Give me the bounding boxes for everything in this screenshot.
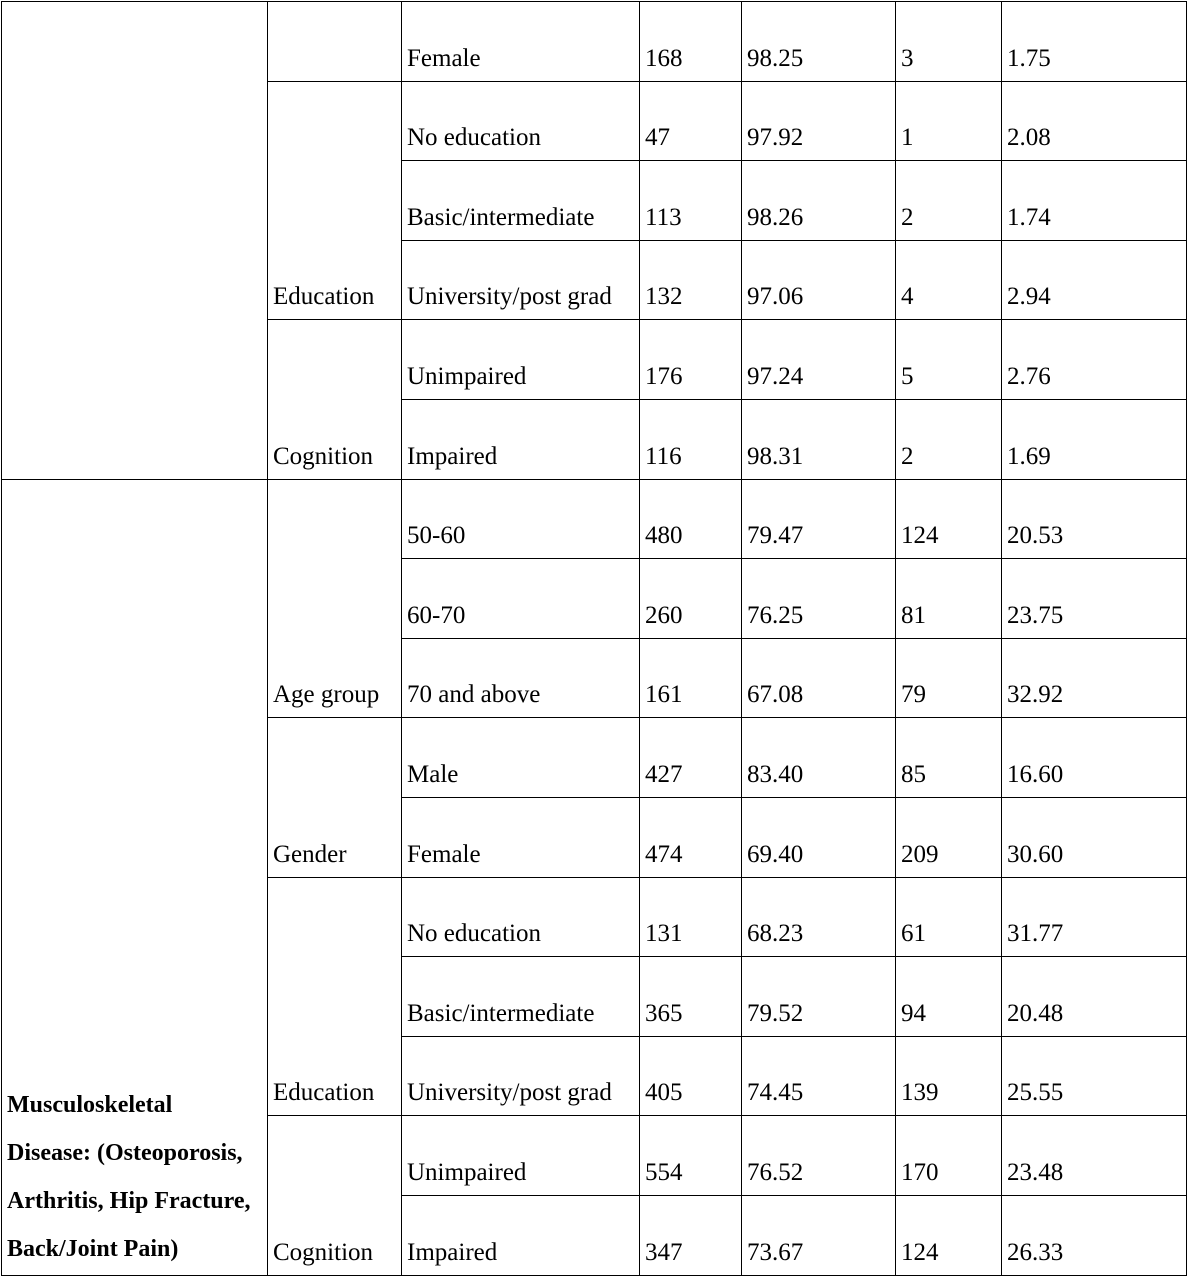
percent-cell: 30.60 (1002, 797, 1187, 877)
table-row (2, 479, 1187, 559)
count-cell: 209 (896, 797, 1002, 877)
count-cell: 365 (640, 957, 742, 1037)
percent-cell: 23.48 (1002, 1116, 1187, 1196)
count-cell: 474 (640, 797, 742, 877)
percent-cell: 1.69 (1002, 399, 1187, 479)
count-cell: 113 (640, 161, 742, 241)
count-cell: 116 (640, 399, 742, 479)
count-cell: 405 (640, 1036, 742, 1116)
factor-cell (268, 2, 402, 82)
percent-cell: 83.40 (742, 718, 896, 798)
category-cell: 60-70 (402, 559, 640, 639)
table-row (2, 2, 1187, 82)
count-cell: 260 (640, 559, 742, 639)
category-cell: Impaired (402, 1195, 640, 1275)
count-cell: 480 (640, 479, 742, 559)
count-cell: 3 (896, 2, 1002, 82)
percent-cell: 69.40 (742, 797, 896, 877)
category-cell: University/post grad (402, 1036, 640, 1116)
count-cell: 124 (896, 1195, 1002, 1275)
percent-cell: 76.25 (742, 559, 896, 639)
percent-cell: 2.76 (1002, 320, 1187, 400)
factor-cell: Cognition (268, 320, 402, 479)
disease-cell (2, 2, 268, 480)
percent-cell: 97.92 (742, 81, 896, 161)
percent-cell: 1.75 (1002, 2, 1187, 82)
category-cell: Basic/intermediate (402, 957, 640, 1037)
percent-cell: 68.23 (742, 877, 896, 957)
count-cell: 176 (640, 320, 742, 400)
count-cell: 2 (896, 161, 1002, 241)
count-cell: 85 (896, 718, 1002, 798)
percent-cell: 76.52 (742, 1116, 896, 1196)
percent-cell: 98.26 (742, 161, 896, 241)
category-cell: Female (402, 2, 640, 82)
category-cell: Female (402, 797, 640, 877)
count-cell: 1 (896, 81, 1002, 161)
percent-cell: 20.53 (1002, 479, 1187, 559)
count-cell: 131 (640, 877, 742, 957)
category-cell: No education (402, 877, 640, 957)
percent-cell: 31.77 (1002, 877, 1187, 957)
percent-cell: 79.52 (742, 957, 896, 1037)
percent-cell: 2.08 (1002, 81, 1187, 161)
percent-cell: 20.48 (1002, 957, 1187, 1037)
category-cell: Impaired (402, 399, 640, 479)
count-cell: 4 (896, 240, 1002, 320)
count-cell: 139 (896, 1036, 1002, 1116)
count-cell: 124 (896, 479, 1002, 559)
percent-cell: 32.92 (1002, 638, 1187, 718)
percent-cell: 67.08 (742, 638, 896, 718)
data-table (1, 1, 1187, 1276)
category-cell: Unimpaired (402, 320, 640, 400)
category-cell: 70 and above (402, 638, 640, 718)
category-cell: Male (402, 718, 640, 798)
category-cell: Unimpaired (402, 1116, 640, 1196)
percent-cell: 73.67 (742, 1195, 896, 1275)
factor-cell: Education (268, 81, 402, 320)
percent-cell: 97.06 (742, 240, 896, 320)
count-cell: 170 (896, 1116, 1002, 1196)
category-cell: University/post grad (402, 240, 640, 320)
percent-cell: 25.55 (1002, 1036, 1187, 1116)
factor-cell: Age group (268, 479, 402, 718)
category-cell: No education (402, 81, 640, 161)
percent-cell: 74.45 (742, 1036, 896, 1116)
percent-cell: 1.74 (1002, 161, 1187, 241)
factor-cell: Cognition (268, 1116, 402, 1275)
percent-cell: 26.33 (1002, 1195, 1187, 1275)
count-cell: 5 (896, 320, 1002, 400)
percent-cell: 97.24 (742, 320, 896, 400)
count-cell: 168 (640, 2, 742, 82)
count-cell: 81 (896, 559, 1002, 639)
table-body (2, 2, 1187, 1276)
percent-cell: 79.47 (742, 479, 896, 559)
category-cell: Basic/intermediate (402, 161, 640, 241)
count-cell: 427 (640, 718, 742, 798)
percent-cell: 98.25 (742, 2, 896, 82)
percent-cell: 98.31 (742, 399, 896, 479)
count-cell: 61 (896, 877, 1002, 957)
percent-cell: 16.60 (1002, 718, 1187, 798)
count-cell: 132 (640, 240, 742, 320)
count-cell: 2 (896, 399, 1002, 479)
count-cell: 554 (640, 1116, 742, 1196)
percent-cell: 23.75 (1002, 559, 1187, 639)
percent-cell: 2.94 (1002, 240, 1187, 320)
count-cell: 161 (640, 638, 742, 718)
count-cell: 347 (640, 1195, 742, 1275)
factor-cell: Education (268, 877, 402, 1116)
factor-cell: Gender (268, 718, 402, 877)
disease-cell: Musculoskeletal Disease: (Osteoporosis, Arthritis, Hip Fracture, Back/Joint Pain) (2, 479, 268, 1275)
count-cell: 79 (896, 638, 1002, 718)
category-cell: 50-60 (402, 479, 640, 559)
count-cell: 94 (896, 957, 1002, 1037)
count-cell: 47 (640, 81, 742, 161)
